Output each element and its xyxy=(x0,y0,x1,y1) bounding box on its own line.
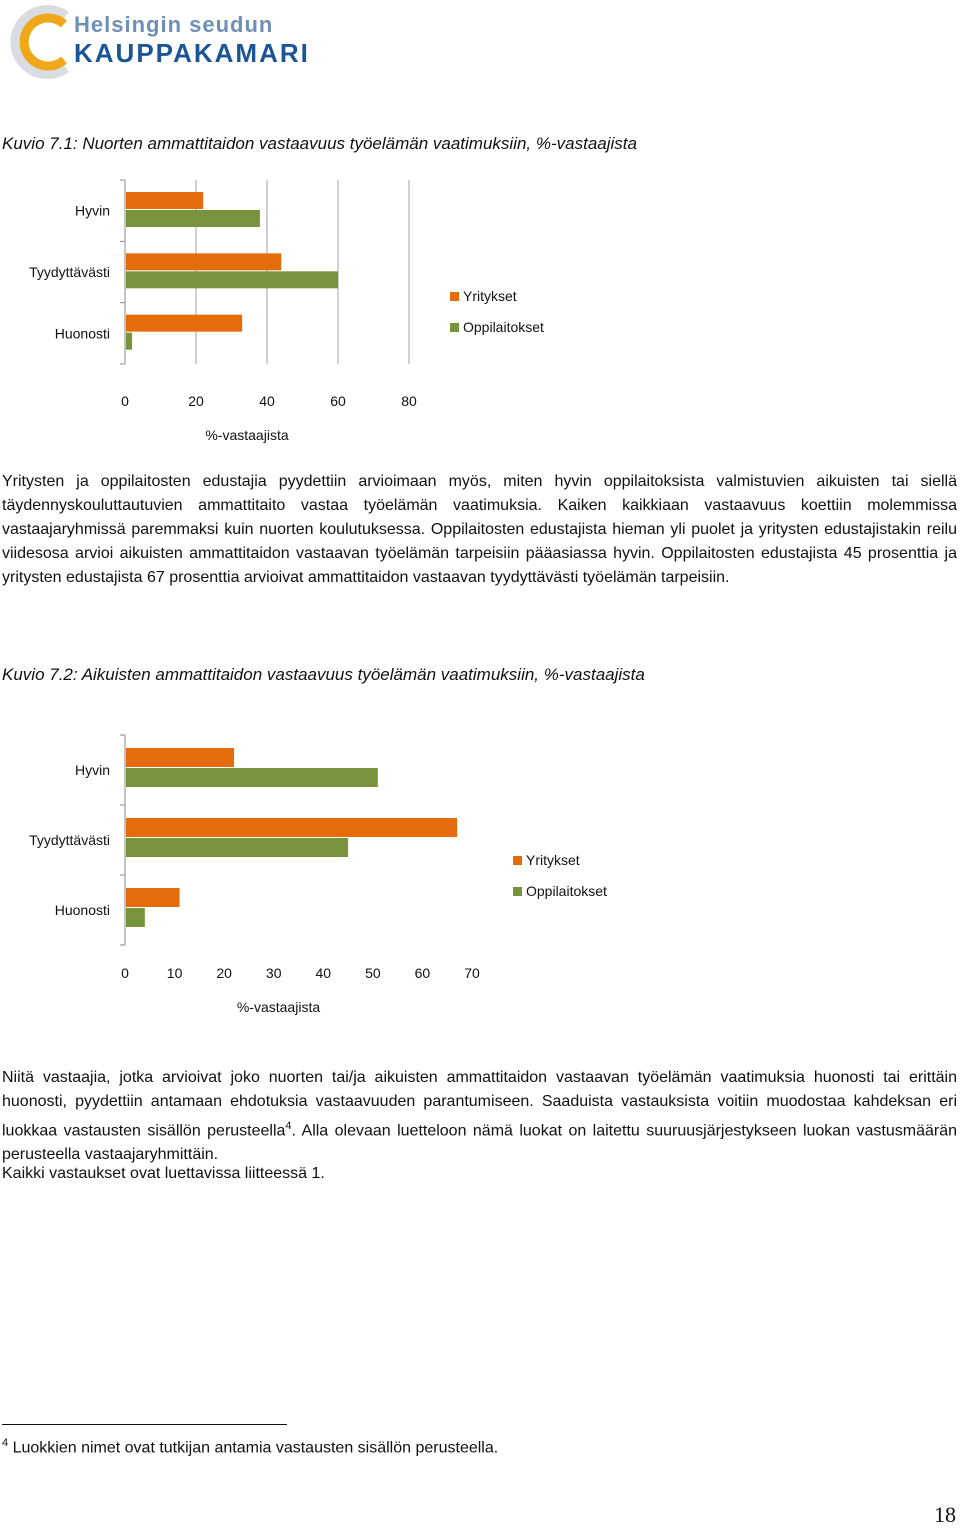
category-label: Hyvin xyxy=(74,762,110,778)
footnote-text: Luokkien nimet ovat tutkijan antamia vastausten sisällön perusteella. xyxy=(12,1439,499,1457)
figure2-caption: Kuvio 7.2: Aikuisten ammattitaidon vastaavuus työelämän vaatimuksiin, %-vastaajista xyxy=(2,665,645,684)
bar-oppilaitokset xyxy=(126,271,338,288)
bar-yritykset xyxy=(126,748,234,767)
bar-oppilaitokset xyxy=(126,768,378,787)
legend-swatch-oppilaitokset xyxy=(450,323,459,332)
legend-swatch-yritykset xyxy=(450,292,459,301)
bar-oppilaitokset xyxy=(126,333,132,350)
x-tick-label: 40 xyxy=(259,393,275,409)
paragraph-3: Kaikki vastaukset ovat luettavissa liitteessä 1. xyxy=(2,1165,325,1182)
logo-text-line1: Helsingin seudun xyxy=(74,12,274,37)
category-label: Huonosti xyxy=(54,325,110,342)
footnote xyxy=(2,1437,498,1457)
page-number: 18 xyxy=(934,1502,956,1527)
legend-label: Yritykset xyxy=(526,852,580,868)
figure1-chart xyxy=(0,170,720,450)
logo-text-line2: KAUPPAKAMARI xyxy=(74,38,310,68)
category-label: Huonosti xyxy=(54,902,110,918)
x-tick-label: 0 xyxy=(121,393,129,409)
paragraph-2 xyxy=(2,1066,957,1167)
bar-oppilaitokset xyxy=(126,210,260,227)
paragraph-2-text-b: . Alla olevaan luetteloon nämä luokat on laitettu suuruusjärjestykseen luokan vastusmäärän perusteella vastaajaryhmittäin. xyxy=(2,1122,957,1164)
legend-label: Yritykset xyxy=(463,288,517,304)
logo-emblem-icon xyxy=(4,2,84,82)
x-tick-label: 30 xyxy=(265,965,282,981)
paragraph-1: Yritysten ja oppilaitosten edustajia pyydettiin arvioimaan myös, miten hyvin oppilaitoksista valmistuvien aikuisten tai siellä täydennyskouluttautuvien ammattitaito vastaa työelämän vaatimuksia. Kaiken kaikkiaan vastaavuus koettiin molemmissa vastaajaryhmissä paremmaksi kuin nuorten koulutuksessa. Oppilaitosten edustajista hieman yli puolet ja yritysten edustajistakin reilu viidesosa arvioi aikuisten ammattitaidon vastaavan työelämän tarpeisiin pääasiassa hyvin. Oppilaitosten edustajista 45 prosenttia ja yritysten edustajista 67 prosenttia arvioivat ammattitaidon vastaavan tyydyttävästi työelämän tarpeisiin. xyxy=(2,473,957,586)
legend-label: Oppilaitokset xyxy=(463,319,544,335)
legend-label: Oppilaitokset xyxy=(526,883,607,899)
legend-swatch-yritykset xyxy=(513,856,522,865)
bar-yritykset xyxy=(126,253,281,270)
x-tick-label: 20 xyxy=(188,393,204,409)
x-tick-label: 60 xyxy=(330,393,346,409)
figure2-svg xyxy=(0,730,720,1020)
category-label: Tyydyttävästi xyxy=(29,832,110,848)
footnote-separator xyxy=(2,1424,287,1425)
bar-oppilaitokset xyxy=(126,838,348,857)
category-label: Hyvin xyxy=(74,202,110,219)
x-axis-label: %-vastaajista xyxy=(236,999,321,1015)
figure1-svg xyxy=(0,170,720,450)
x-tick-label: 50 xyxy=(365,965,381,981)
bar-yritykset xyxy=(126,192,203,209)
bar-yritykset xyxy=(126,888,180,907)
footnote-number: 4 xyxy=(2,1437,9,1449)
x-tick-label: 40 xyxy=(315,965,332,981)
x-tick-label: 70 xyxy=(464,965,480,981)
bar-yritykset xyxy=(126,818,457,837)
paragraph-2-text-a: Niitä vastaajia, jotka arvioivat joko nuorten tai/ja aikuisten ammattitaidon vastaavan työelämän vaatimuksia huonosti tai erittäin huonosti, pyydettiin antamaan ehdotuksia vastaavuuden parantumiseen. Saaduista vastauksista voitiin muodostaa kahdeksan eri luokkaa vastausten sisällön perusteella xyxy=(2,1069,957,1140)
x-tick-label: 10 xyxy=(166,965,183,981)
footnote-reference: 4 xyxy=(285,1120,292,1132)
figure1-caption: Kuvio 7.1: Nuorten ammattitaidon vastaavuus työelämän vaatimuksiin, %-vastaajista xyxy=(2,134,637,153)
x-tick-label: 60 xyxy=(414,965,431,981)
category-label: Tyydyttävästi xyxy=(29,264,110,280)
x-tick-label: 20 xyxy=(216,965,232,981)
x-tick-label: 80 xyxy=(401,393,417,409)
bar-oppilaitokset xyxy=(126,908,145,927)
legend-swatch-oppilaitokset xyxy=(513,887,522,896)
figure2-chart xyxy=(0,730,720,1020)
x-tick-label: 0 xyxy=(121,965,129,981)
bar-yritykset xyxy=(126,315,242,332)
chamber-logo xyxy=(4,2,310,82)
x-axis-label: %-vastaajista xyxy=(205,427,289,443)
